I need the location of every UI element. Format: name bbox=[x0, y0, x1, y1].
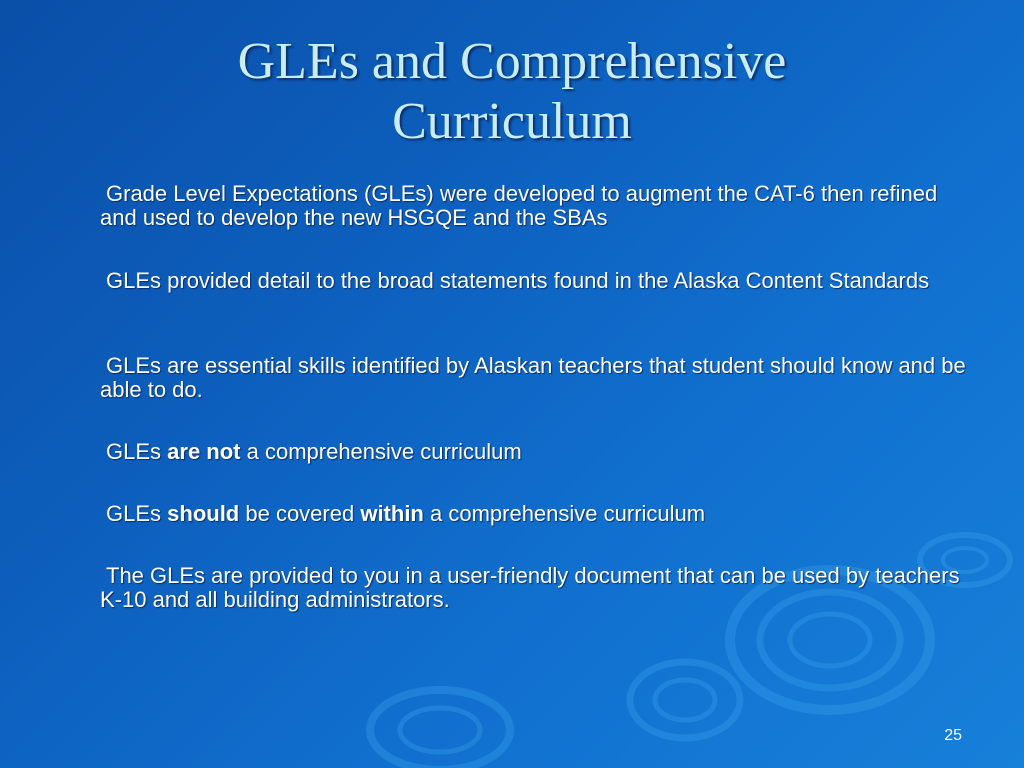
bullet-user-friendly-document bbox=[100, 564, 975, 612]
bullet-essential-skills bbox=[100, 354, 975, 402]
bullet-text: Grade Level Expectations (GLEs) were developed to augment the CAT-6 then refined and used to develop the new HSGQE and the SBAs bbox=[100, 181, 938, 230]
bullet-cat6 bbox=[100, 182, 975, 230]
bullet-emphasis: should bbox=[167, 501, 240, 526]
bullet-text: GLEs provided detail to the broad statements found in the Alaska Content Standards bbox=[106, 268, 930, 293]
title-line-1: GLEs and Comprehensive bbox=[237, 33, 787, 90]
bullet-content-standards bbox=[100, 269, 975, 293]
bullet-emphasis: are not bbox=[167, 439, 241, 464]
bullet-emphasis: within bbox=[360, 501, 424, 526]
page-number: 25 bbox=[944, 727, 962, 744]
bullet-text: GLEs are essential skills identified by Alaskan teachers that student should know and be able to do. bbox=[100, 353, 966, 402]
title-line-2: Curriculum bbox=[392, 93, 632, 150]
bullet-text-part: GLEs bbox=[106, 501, 168, 526]
bullet-text: The GLEs are provided to you in a user-friendly document that can be used by teachers K-10 and all building administrators. bbox=[100, 563, 960, 612]
bullet-text-part: a comprehensive curriculum bbox=[423, 501, 706, 526]
bullet-text-part: GLEs bbox=[106, 439, 168, 464]
bullet-text-part: a comprehensive curriculum bbox=[240, 439, 522, 464]
bullet-text-part: be covered bbox=[239, 501, 361, 526]
slide-title bbox=[0, 32, 1024, 152]
bullet-not-curriculum bbox=[100, 440, 975, 464]
bullet-within-curriculum bbox=[100, 502, 975, 526]
